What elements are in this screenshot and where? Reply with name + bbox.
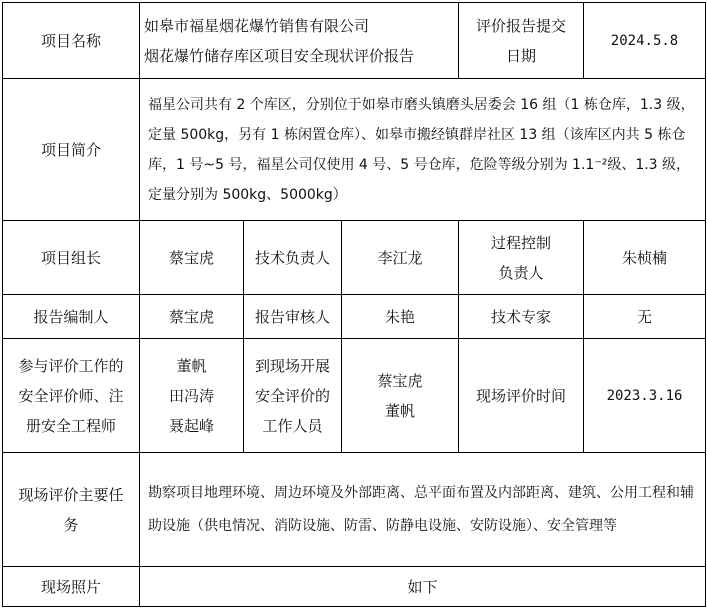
photos-value: 如下 xyxy=(140,567,706,607)
project-name-label: 项目名称 xyxy=(3,3,140,79)
report-date-label-line1: 评价报告提交 xyxy=(476,16,567,35)
process-control-label-line2: 负责人 xyxy=(498,263,544,282)
tech-expert-value: 无 xyxy=(584,295,706,339)
tech-lead-value: 李江龙 xyxy=(342,221,459,295)
evaluators-names xyxy=(140,339,244,453)
tech-lead-label: 技术负责人 xyxy=(244,221,342,295)
tasks-label-line2: 务 xyxy=(63,515,79,534)
project-info-table xyxy=(2,2,706,607)
onsite-staff-name: 董帆 xyxy=(385,401,416,420)
team-row xyxy=(3,221,706,295)
report-date-label-line2: 日期 xyxy=(506,46,537,65)
report-row xyxy=(3,295,706,339)
report-author-value: 蔡宝虎 xyxy=(140,295,244,339)
project-name-line1: 如皋市福星烟花爆竹销售有限公司 xyxy=(144,16,370,35)
onsite-staff-label-line1: 到现场开展 xyxy=(254,356,330,375)
evaluator-name: 董帆 xyxy=(176,356,207,375)
evaluators-label xyxy=(3,339,140,453)
tasks-label-line1: 现场评价主要任 xyxy=(18,485,124,504)
project-name-value xyxy=(140,3,459,79)
report-date-value: 2024.5.8 xyxy=(584,3,706,79)
report-reviewer-value: 朱艳 xyxy=(342,295,459,339)
team-leader-label: 项目组长 xyxy=(3,221,140,295)
onsite-staff-names xyxy=(342,339,459,453)
project-intro-row xyxy=(3,79,706,221)
photos-label: 现场照片 xyxy=(3,567,140,607)
onsite-staff-label-line2: 安全评价的 xyxy=(254,386,330,405)
tasks-label xyxy=(3,453,140,567)
project-name-line2: 烟花爆竹储存库区项目安全现状评价报告 xyxy=(144,46,415,65)
evaluators-label-line3: 册安全工程师 xyxy=(25,416,116,435)
photos-row xyxy=(3,567,706,607)
process-control-label-line1: 过程控制 xyxy=(491,233,552,252)
evaluators-row xyxy=(3,339,706,453)
tech-expert-label: 技术专家 xyxy=(459,295,584,339)
team-leader-value: 蔡宝虎 xyxy=(140,221,244,295)
tasks-text: 勘察项目地理环境、周边环境及外部距离、总平面布置及内部距离、建筑、公用工程和辅助设施（供电情况、消防设施、防雷、防静电设施、安防设施）、安全管理等 xyxy=(140,453,706,567)
process-control-label xyxy=(459,221,584,295)
onsite-time-label: 现场评价时间 xyxy=(459,339,584,453)
project-name-row xyxy=(3,3,706,79)
evaluators-label-line2: 安全评价师、注 xyxy=(18,386,124,405)
report-reviewer-label: 报告审核人 xyxy=(244,295,342,339)
process-control-value: 朱桢楠 xyxy=(584,221,706,295)
project-intro-label: 项目简介 xyxy=(3,79,140,221)
onsite-staff-label xyxy=(244,339,342,453)
tasks-row xyxy=(3,453,706,567)
onsite-staff-label-line3: 工作人员 xyxy=(262,416,323,435)
report-date-label xyxy=(459,3,584,79)
onsite-time-value: 2023.3.16 xyxy=(584,339,706,453)
report-author-label: 报告编制人 xyxy=(3,295,140,339)
evaluator-name: 田冯涛 xyxy=(168,386,214,405)
onsite-staff-name: 蔡宝虎 xyxy=(377,371,423,390)
evaluator-name: 聂起峰 xyxy=(168,416,214,435)
evaluators-label-line1: 参与评价工作的 xyxy=(18,356,124,375)
project-intro-text: 福星公司共有 2 个库区，分别位于如皋市磨头镇磨头居委会 16 组（1 栋仓库，1.3 级，定量 500kg，另有 1 栋闲置仓库）、如皋市搬经镇群岸社区 13 组（该库区内共 5 栋仓库，1 号~5 号，福星公司仅使用 4 号、5 号仓库，危险等级分别为 1.1⁻²级、1.3 级，定量分别为 500kg、5000kg） xyxy=(140,79,706,221)
